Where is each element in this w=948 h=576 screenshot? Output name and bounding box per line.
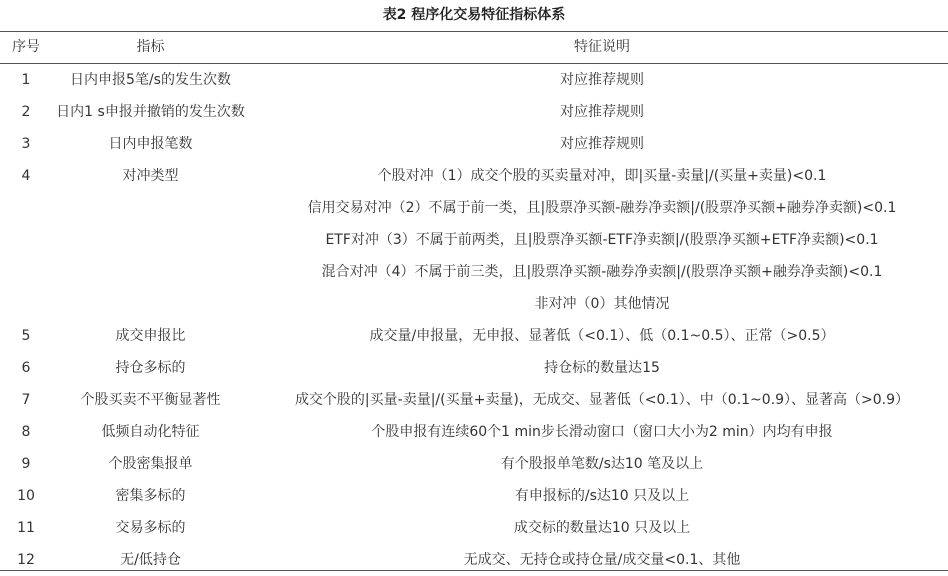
cell-description: 成交标的数量达10 只及以上 bbox=[513, 520, 691, 536]
table-row bbox=[0, 224, 948, 256]
table-row bbox=[0, 384, 948, 416]
table-row bbox=[0, 544, 948, 576]
cell-description: 个股申报有连续60个1 min步长滑动窗口（窗口大小为2 min）内均有申报 bbox=[371, 424, 833, 440]
cell-description: ETF对冲（3）不属于前两类，且|股票净买额-ETF净卖额|/(股票净买额+ETF净卖额)<0.1 bbox=[325, 232, 879, 248]
cell-description: 无成交、无持仓或持仓量/成交量<0.1、其他 bbox=[463, 552, 741, 568]
cell-description: 信用交易对冲（2）不属于前一类，且|股票净买额-融券净卖额|/(股票净买额+融券净卖额)<0.1 bbox=[307, 200, 897, 216]
header-description: 特征说明 bbox=[574, 39, 630, 55]
bottom-rule bbox=[0, 570, 948, 571]
cell-no: 12 bbox=[17, 552, 35, 568]
table-row bbox=[0, 480, 948, 512]
cell-no: 11 bbox=[17, 520, 35, 536]
table-body bbox=[0, 64, 948, 576]
header-indicator: 指标 bbox=[136, 39, 165, 55]
table-row bbox=[0, 256, 948, 288]
cell-description: 对应推荐规则 bbox=[560, 72, 644, 88]
cell-no: 4 bbox=[21, 168, 31, 184]
cell-description: 有个股报单笔数/s达10 笔及以上 bbox=[500, 456, 704, 472]
cell-no: 1 bbox=[21, 72, 31, 88]
cell-description: 有申报标的/s达10 只及以上 bbox=[514, 488, 690, 504]
table-header bbox=[0, 32, 948, 63]
cell-no: 9 bbox=[21, 456, 31, 472]
cell-indicator: 个股买卖不平衡显著性 bbox=[80, 392, 221, 408]
cell-description: 持仓标的数量达15 bbox=[544, 360, 660, 376]
cell-no: 5 bbox=[21, 328, 31, 344]
cell-indicator: 日内1 s申报并撤销的发生次数 bbox=[56, 104, 245, 120]
table-row bbox=[0, 64, 948, 96]
table-row bbox=[0, 96, 948, 128]
cell-no: 10 bbox=[17, 488, 35, 504]
cell-description: 成交个股的|买量-卖量|/(买量+卖量)，无成交、显著低（<0.1）、中（0.1~0.9）、显著高（>0.9） bbox=[294, 392, 910, 408]
cell-indicator: 交易多标的 bbox=[115, 520, 186, 536]
cell-indicator: 成交申报比 bbox=[115, 328, 186, 344]
cell-indicator: 低频自动化特征 bbox=[101, 424, 200, 440]
cell-indicator: 日内申报5笔/s的发生次数 bbox=[70, 72, 231, 88]
cell-no: 8 bbox=[21, 424, 31, 440]
cell-no: 2 bbox=[21, 104, 31, 120]
header-no: 序号 bbox=[12, 39, 40, 55]
cell-no: 6 bbox=[21, 360, 31, 376]
table-row bbox=[0, 192, 948, 224]
cell-description: 对应推荐规则 bbox=[560, 104, 644, 120]
table-row bbox=[0, 448, 948, 480]
cell-no: 3 bbox=[21, 136, 31, 152]
table-row bbox=[0, 320, 948, 352]
cell-indicator: 持仓多标的 bbox=[115, 360, 186, 376]
cell-indicator: 无/低持仓 bbox=[120, 552, 181, 568]
cell-description: 对应推荐规则 bbox=[560, 136, 644, 152]
cell-indicator: 个股密集报单 bbox=[108, 456, 193, 472]
table-row bbox=[0, 160, 948, 192]
cell-indicator: 对冲类型 bbox=[122, 168, 179, 184]
table-caption: 表2 程序化交易特征指标体系 bbox=[382, 7, 566, 23]
table-row bbox=[0, 128, 948, 160]
cell-no: 7 bbox=[21, 392, 31, 408]
table-row bbox=[0, 416, 948, 448]
table-row bbox=[0, 512, 948, 544]
cell-indicator: 日内申报笔数 bbox=[108, 136, 193, 152]
cell-description: 个股对冲（1）成交个股的买卖量对冲，即|买量-卖量|/(买量+卖量)<0.1 bbox=[377, 168, 827, 184]
table-row bbox=[0, 288, 948, 320]
table-row bbox=[0, 352, 948, 384]
cell-indicator: 密集多标的 bbox=[115, 488, 186, 504]
cell-description: 混合对冲（4）不属于前三类，且|股票净买额-融券净卖额|/(股票净买额+融券净卖额)<0.1 bbox=[321, 264, 883, 280]
cell-description: 非对冲（0）其他情况 bbox=[534, 296, 670, 312]
cell-description: 成交量/申报量，无申报、显著低（<0.1）、低（0.1~0.5）、正常（>0.5） bbox=[369, 328, 835, 344]
